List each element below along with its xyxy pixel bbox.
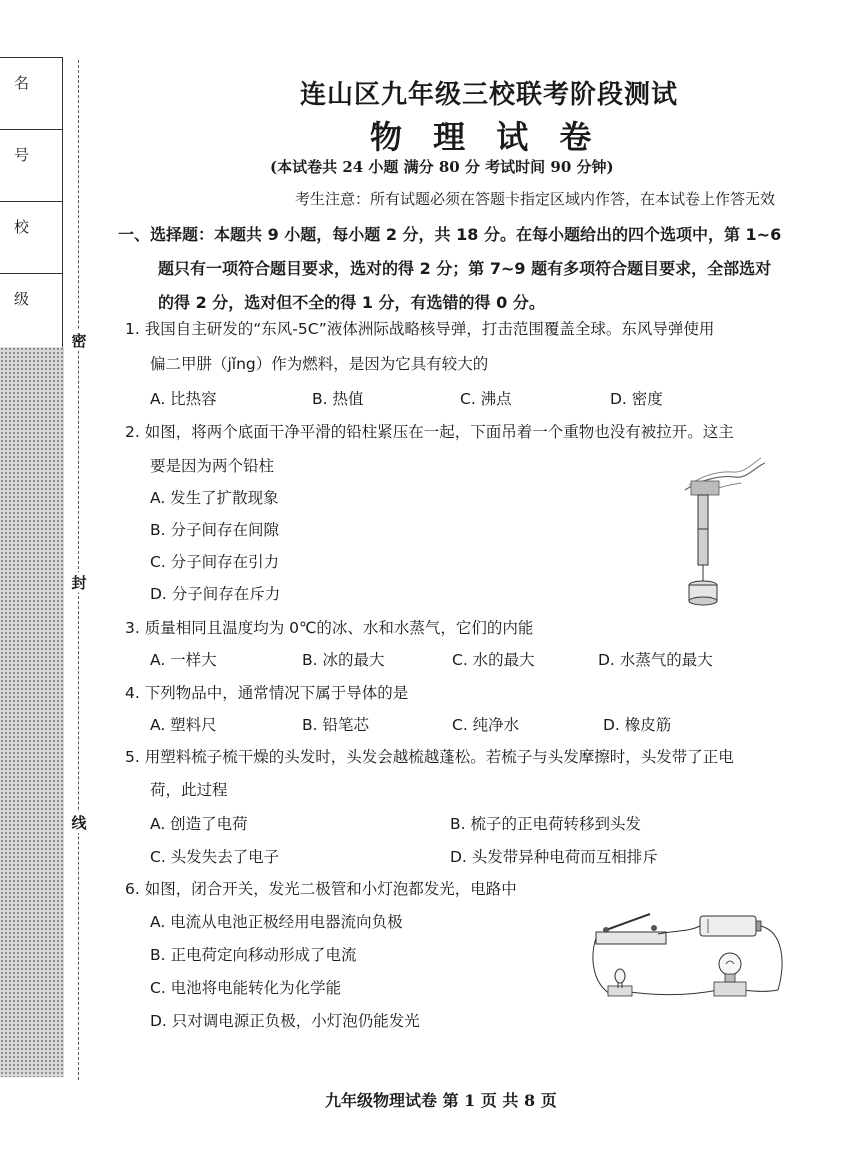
binding-char-mi: 密: [71, 332, 87, 350]
lead-cylinder-illustration: [675, 455, 770, 610]
page-footer: 九年级物理试卷 第 1 页 共 8 页: [325, 1091, 557, 1110]
option: C. 纯净水: [452, 716, 520, 734]
question-stem: 2. 如图，将两个底面干净平滑的铅柱紧压在一起，下面吊着一个重物也没有被拉开。这主: [125, 423, 734, 441]
option: C. 头发失去了电子: [150, 848, 280, 866]
option: A. 一样大: [150, 651, 217, 669]
option: C. 分子间存在引力: [150, 553, 280, 571]
name-label: 名: [0, 58, 62, 130]
option: D. 密度: [610, 390, 663, 408]
option: D. 橡皮筋: [603, 716, 672, 734]
option: A. 塑料尺: [150, 716, 217, 734]
option: B. 分子间存在间隙: [150, 521, 279, 539]
class-label: 级: [14, 290, 30, 308]
option: C. 沸点: [460, 390, 512, 408]
binding-hatch: [0, 347, 64, 1077]
binding-char-feng: 封: [71, 574, 87, 592]
section-line: 一、选择题：本题共 9 小题，每小题 2 分，共 18 分。在每小题给出的四个选项中，第 1~6: [118, 225, 782, 244]
option: A. 电流从电池正极经用电器流向负极: [150, 913, 403, 931]
number-label: 号: [0, 130, 62, 202]
question-stem: 偏二甲肼（jǐng）作为燃料，是因为它具有较大的: [150, 355, 489, 373]
option: B. 冰的最大: [302, 651, 385, 669]
option: B. 梳子的正电荷转移到头发: [450, 815, 641, 833]
exam-title: 连山区九年级三校联考阶段测试: [300, 80, 679, 110]
question-stem: 荷，此过程: [150, 781, 228, 799]
question-stem: 5. 用塑料梳子梳干燥的头发时，头发会越梳越蓬松。若梳子与头发摩擦时，头发带了正电: [125, 748, 734, 766]
school-label: 校: [0, 202, 62, 274]
exam-meta: (本试卷共 24 小题 满分 80 分 考试时间 90 分钟): [270, 158, 614, 176]
option: B. 正电荷定向移动形成了电流: [150, 946, 357, 964]
exam-notice: 考生注意：所有试题必须在答题卡指定区域内作答，在本试卷上作答无效: [295, 190, 776, 208]
section-instructions: [118, 218, 798, 320]
option: A. 比热容: [150, 390, 217, 408]
section-line: 题只有一项符合题目要求，选对的得 2 分；第 7~9 题有多项符合题目要求，全部选对: [158, 259, 772, 278]
option: A. 发生了扩散现象: [150, 489, 279, 507]
option: C. 水的最大: [452, 651, 535, 669]
student-info-box: [0, 57, 63, 349]
question-stem: 4. 下列物品中，通常情况下属于导体的是: [125, 684, 409, 702]
option: D. 头发带异种电荷而互相排斥: [450, 848, 658, 866]
binding-dashed-line: [78, 60, 79, 1080]
circuit-illustration: [588, 902, 793, 1012]
option: B. 铅笔芯: [302, 716, 369, 734]
question-stem: 6. 如图，闭合开关，发光二极管和小灯泡都发光，电路中: [125, 880, 517, 898]
option: D. 水蒸气的最大: [598, 651, 713, 669]
question-stem: 1. 我国自主研发的“东风-5C”液体洲际战略核导弹，打击范围覆盖全球。东风导弹使用: [125, 320, 715, 338]
option: C. 电池将电能转化为化学能: [150, 979, 342, 997]
exam-subtitle: 物 理 试 卷: [370, 118, 602, 156]
question-stem: 3. 质量相同且温度均为 0℃的冰、水和水蒸气，它们的内能: [125, 619, 534, 637]
binding-char-xian: 线: [71, 814, 87, 832]
question-stem: 要是因为两个铅柱: [150, 457, 275, 475]
option: A. 创造了电荷: [150, 815, 248, 833]
option: D. 只对调电源正负极，小灯泡仍能发光: [150, 1012, 420, 1030]
section-line: 的得 2 分，选对但不全的得 1 分，有选错的得 0 分。: [158, 293, 545, 312]
option: B. 热值: [312, 390, 364, 408]
option: D. 分子间存在斥力: [150, 585, 281, 603]
